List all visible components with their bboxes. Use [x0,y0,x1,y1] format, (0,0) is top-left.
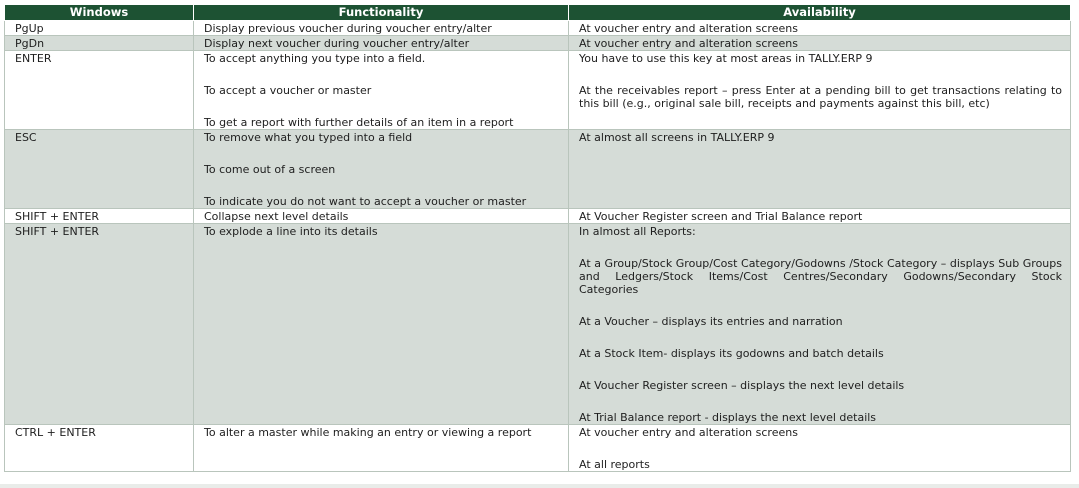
availability-line: At almost all screens in TALLY.ERP 9 [579,131,775,144]
header-functionality: Functionality [194,5,569,21]
availability-line: At Voucher Register screen – displays the next level details [579,379,905,392]
functionality-line: To alter a master while making an entry or viewing a report [204,426,532,439]
availability-cell [569,209,1071,224]
table-body [5,21,1071,472]
table-row [5,36,1071,51]
availability-line: At all reports [579,458,650,471]
availability-line: At voucher entry and alteration screens [579,22,798,35]
availability-line: At a Voucher – displays its entries and narration [579,315,843,328]
availability-cell [569,36,1071,51]
functionality-line: To remove what you typed into a field [204,131,413,144]
header-windows: Windows [5,5,194,21]
functionality-cell [194,209,569,224]
key-label: SHIFT + ENTER [15,210,100,223]
key-label: SHIFT + ENTER [15,225,100,238]
availability-cell [569,51,1071,130]
table-header [5,5,1071,21]
key-label: CTRL + ENTER [15,426,96,439]
availability-line: At Trial Balance report - displays the next level details [579,411,877,424]
functionality-line: To indicate you do not want to accept a voucher or master [204,195,527,208]
key-cell [5,36,194,51]
functionality-line: To explode a line into its details [204,225,378,238]
key-label: ENTER [15,52,52,65]
availability-line: At voucher entry and alteration screens [579,426,798,439]
availability-line: In almost all Reports: [579,225,696,238]
key-cell [5,21,194,36]
key-label: PgUp [15,22,44,35]
key-label: PgDn [15,37,45,50]
functionality-cell [194,21,569,36]
key-label: ESC [15,131,37,144]
functionality-cell [194,51,569,130]
key-cell [5,224,194,425]
availability-line: At a Group/Stock Group/Cost Category/Godowns /Stock Category – displays Sub Groups and Ledgers/Stock Items/Cost Centres/Secondary Godowns/Secondary Stock Categories [579,257,1062,296]
header-row [5,5,1071,21]
header-availability: Availability [569,5,1071,21]
functionality-cell [194,425,569,472]
functionality-line: Display previous voucher during voucher entry/alter [204,22,492,35]
table-row [5,51,1071,130]
functionality-line: To accept a voucher or master [204,84,372,97]
functionality-line: Display next voucher during voucher entry/alter [204,37,470,50]
table-row [5,130,1071,209]
functionality-line: To come out of a screen [204,163,336,176]
functionality-line: To get a report with further details of an item in a report [204,116,514,129]
availability-cell [569,425,1071,472]
table-row [5,425,1071,472]
availability-line: At Voucher Register screen and Trial Balance report [579,210,863,223]
availability-cell [569,21,1071,36]
table-row [5,209,1071,224]
availability-cell [569,130,1071,209]
functionality-line: To accept anything you type into a field. [204,52,426,65]
availability-line: At the receivables report – press Enter at a pending bill to get transactions relating to this bill (e.g., original sale bill, receipts and payments against this bill, etc) [579,84,1062,110]
availability-line: At voucher entry and alteration screens [579,37,798,50]
key-cell [5,130,194,209]
functionality-cell [194,36,569,51]
availability-line: At a Stock Item- displays its godowns and batch details [579,347,884,360]
shortcut-table [4,4,1071,472]
availability-cell [569,224,1071,425]
key-cell [5,425,194,472]
table-row [5,21,1071,36]
functionality-cell [194,130,569,209]
key-cell [5,209,194,224]
key-cell [5,51,194,130]
functionality-cell [194,224,569,425]
functionality-line: Collapse next level details [204,210,349,223]
table-row [5,224,1071,425]
bottom-border-strip [0,484,1079,488]
availability-line: You have to use this key at most areas in TALLY.ERP 9 [579,52,873,65]
